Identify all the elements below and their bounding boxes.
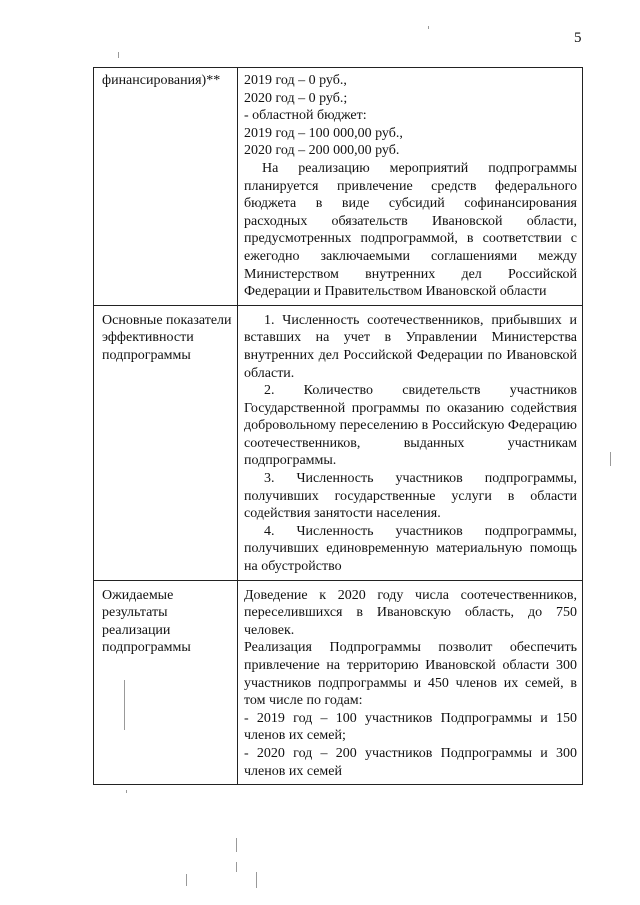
financing-line: - областной бюджет: — [244, 108, 367, 124]
row-content-indicators — [238, 305, 583, 580]
row-content-financing — [238, 68, 583, 306]
table-row-indicators — [94, 305, 583, 580]
result-paragraph: Доведение к 2020 году числа соотечественников, переселившихся в Ивановскую область, до 750 человек. — [244, 587, 577, 638]
row-content-expected-results — [238, 580, 583, 785]
row-label-financing: финансирования)** — [94, 68, 238, 306]
financing-line: 2019 год – 100 000,00 руб., — [244, 125, 403, 141]
financing-paragraph: На реализацию мероприятий подпрограммы планируется привлечение средств федерального бюджета в виде субсидий софинансирования расходных обязательств Ивановской области, предусмотренных подпрограммой, в соответствии с ежегодно заключаемыми соглашениями между Министерством внутренних дел Российской Федерации и Правительством Ивановской области — [244, 160, 577, 300]
row-label-expected-results: Ожидаемые результаты реализации подпрограммы — [94, 580, 238, 785]
program-passport-table — [93, 67, 583, 785]
row-label-indicators: Основные показатели эффективности подпрограммы — [94, 305, 238, 580]
result-paragraph: - 2019 год – 100 участников Подпрограммы и 150 членов их семей; — [244, 710, 577, 744]
financing-line: 2019 год – 0 руб., — [244, 73, 347, 88]
financing-line: 2020 год – 0 руб.; — [244, 90, 348, 106]
indicator-item: 1. Численность соотечественников, прибывших и вставших на учет в Управлении Министерства внутренних дел Российской Федерации по Ивановской области. — [244, 312, 577, 381]
indicator-item: 3. Численность участников подпрограммы, получивших государственные услуги в области содействия занятости населения. — [244, 471, 577, 522]
indicator-item: 2. Количество свидетельств участников Государственной программы по оказанию содействия добровольному переселению в Российскую Федерацию соотечественников, выданных участникам подпрограммы. — [244, 383, 577, 469]
page-number: 5 — [574, 30, 582, 46]
result-paragraph: Реализация Подпрограммы позволит обеспечить привлечение на территорию Ивановской области 300 участников подпрограммы и 450 членов их семей, в том числе по годам: — [244, 640, 577, 709]
financing-line: 2020 год – 200 000,00 руб. — [244, 143, 400, 159]
indicator-item: 4. Численность участников подпрограммы, получивших единовременную материальную помощь на обустройство — [244, 523, 577, 575]
result-paragraph: - 2020 год – 200 участников Подпрограммы и 300 членов их семей — [244, 745, 577, 779]
table-row-financing — [94, 68, 583, 306]
table-row-expected-results — [94, 580, 583, 785]
